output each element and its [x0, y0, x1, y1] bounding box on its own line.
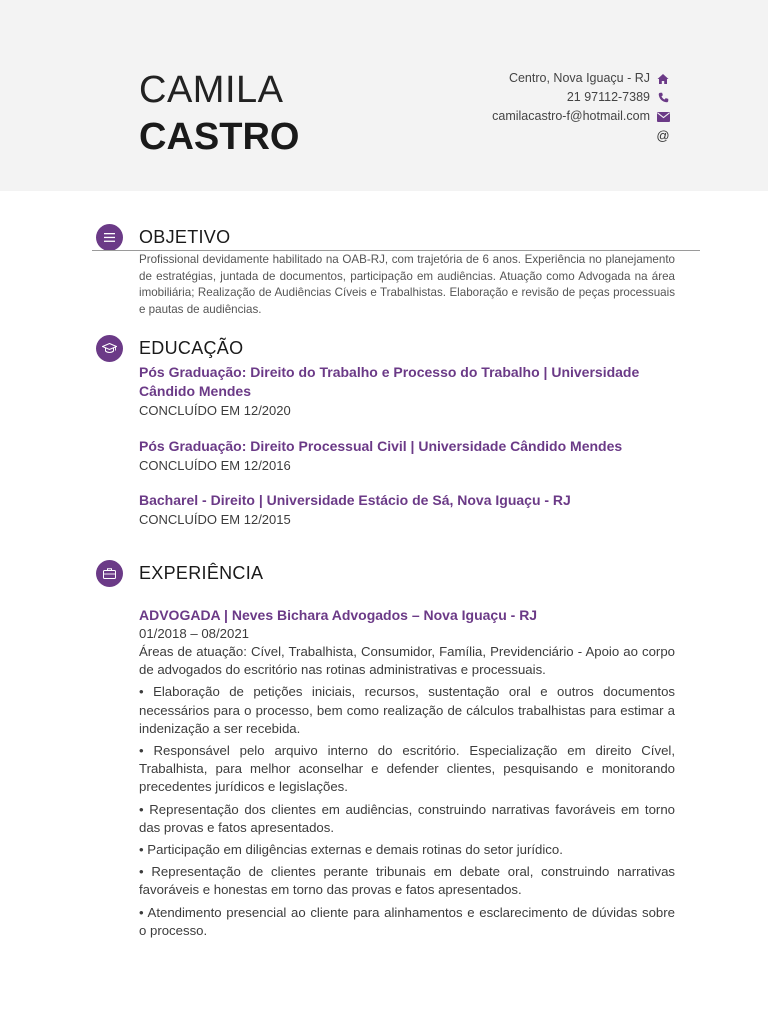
- education-item: [139, 363, 679, 420]
- experience-heading: EXPERIÊNCIA: [139, 563, 264, 583]
- contact-email-row: [492, 107, 670, 126]
- job-bullet: • Participação em diligências externas e demais rotinas do setor jurídico.: [139, 842, 563, 858]
- education-status: CONCLUÍDO EM 12/2016: [139, 458, 291, 473]
- home-icon: [656, 72, 670, 86]
- phone-icon: [656, 91, 670, 105]
- job-title: ADVOGADA | Neves Bichara Advogados – Nova Iguaçu - RJ: [139, 607, 538, 623]
- first-name: CAMILA: [139, 69, 284, 111]
- contact-address-row: [492, 69, 670, 88]
- experience-entry: [139, 606, 675, 944]
- job-bullet: • Elaboração de petições iniciais, recursos, sustentação oral e outros documentos necessários para o processo, bem como realização de cálculos trabalhistas para estimar a indenização a ser recebida.: [139, 684, 675, 736]
- contact-at-row: [492, 126, 670, 145]
- education-degree: Pós Graduação: Direito Processual Civil | Universidade Cândido Mendes: [139, 438, 623, 454]
- at-icon: @: [656, 128, 670, 143]
- job-bullet: • Representação dos clientes em audiências, construindo narrativas favoráveis em torno das provas e fatos apresentados.: [139, 801, 675, 835]
- objective-text: Profissional devidamente habilitado na OAB-RJ, com trajetória de 6 anos. Experiência no planejamento de estratégias, juntada de documentos, participação em audiências. Atuação como Advogada na área imobiliária; Realização de Audiências Cíveis e Trabalhistas. Elaboração e revisão de peças processuais e pautas de audiências.: [139, 253, 675, 316]
- job-period: 01/2018 – 08/2021: [139, 626, 250, 641]
- job-bullet: • Representação de clientes perante tribunais em debate oral, construindo narrativas favoráveis e honestas em torno das provas e fatos apresentados.: [139, 864, 675, 898]
- email-text[interactable]: camilacastro-f@hotmail.com: [492, 109, 650, 123]
- last-name: CASTRO: [139, 116, 300, 158]
- resume-header: [0, 0, 768, 191]
- education-status: CONCLUÍDO EM 12/2020: [139, 403, 291, 418]
- phone-text: 21 97112-7389: [566, 90, 650, 104]
- graduation-cap-icon: [96, 335, 123, 362]
- education-item: [139, 491, 679, 529]
- education-heading: EDUCAÇÃO: [139, 338, 244, 358]
- education-degree: Pós Graduação: Direito do Trabalho e Processo do Trabalho | Universidade Cândido Mendes: [139, 364, 640, 399]
- briefcase-icon: [96, 560, 123, 587]
- address-text: Centro, Nova Iguaçu - RJ: [508, 71, 650, 85]
- job-bullet: • Atendimento presencial ao cliente para alinhamentos e esclarecimento de dúvidas sobre o processo.: [139, 904, 675, 938]
- contact-block: [492, 69, 670, 145]
- education-degree: Bacharel - Direito | Universidade Estácio de Sá, Nova Iguaçu - RJ: [139, 492, 571, 508]
- mail-icon: [656, 110, 670, 124]
- objective-heading: OBJETIVO: [139, 227, 231, 247]
- job-bullet: • Responsável pelo arquivo interno do escritório. Especialização em direito Cível, Trabalhista, para melhor aconselhar e defender clientes, pesquisando e monitorando precedentes jurídicos e legislações.: [139, 743, 675, 795]
- objective-list-icon: [96, 224, 123, 251]
- objective-divider: [92, 250, 700, 251]
- education-item: [139, 437, 679, 475]
- job-description: Áreas de atuação: Cível, Trabalhista, Consumidor, Família, Previdenciário - Apoio ao corpo de advogados do escritório nas rotinas administrativas e processuais.: [139, 644, 675, 678]
- contact-phone-row: [492, 88, 670, 107]
- education-status: CONCLUÍDO EM 12/2015: [139, 512, 291, 527]
